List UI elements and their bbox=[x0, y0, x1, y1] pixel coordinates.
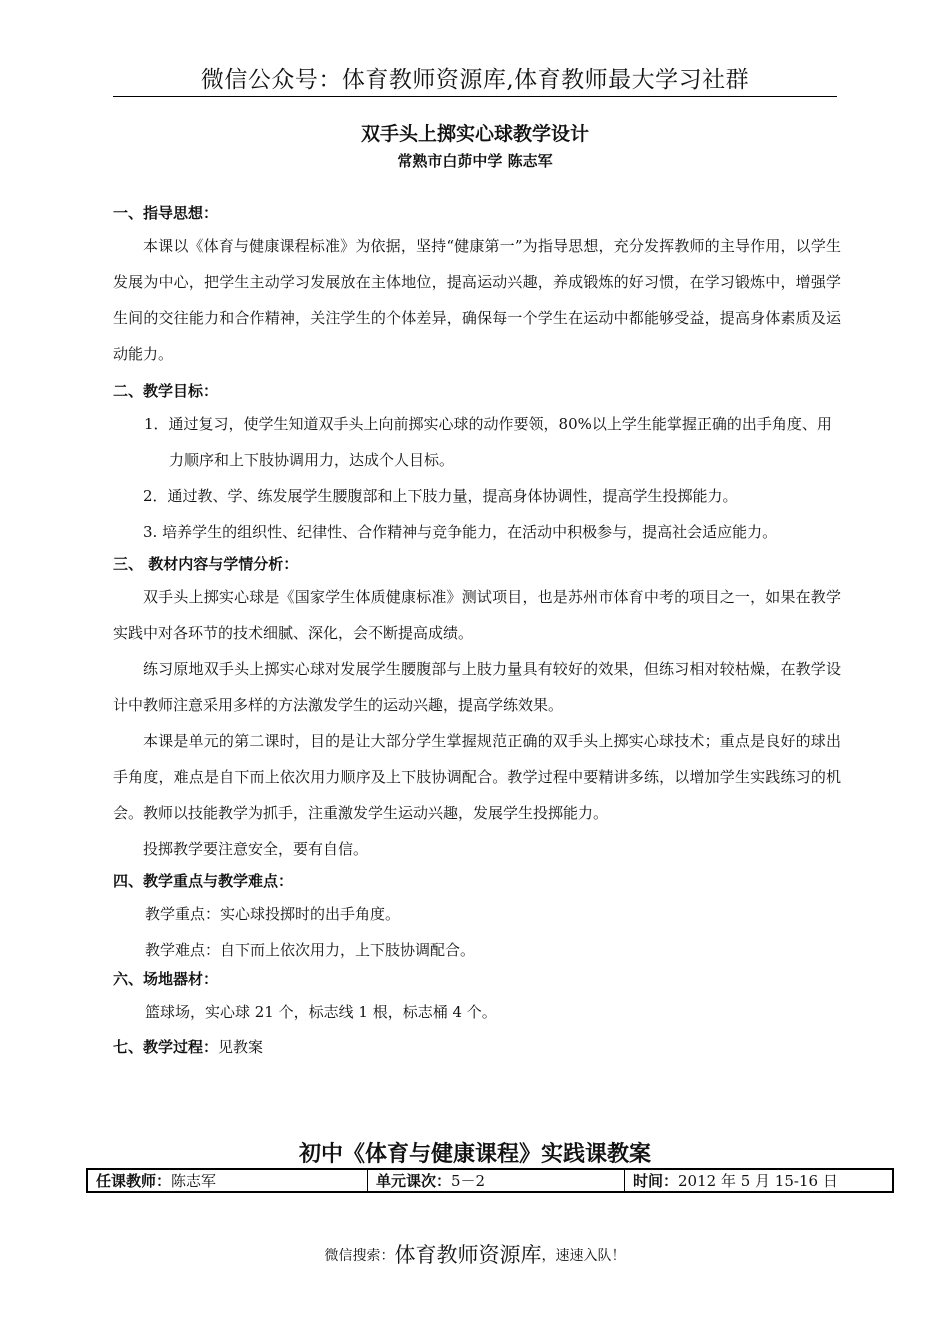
objective-item: 3. 培养学生的组织性、纪律性、合作精神与竞争能力，在活动中积极参与，提高社会适应能力。 bbox=[143, 523, 778, 541]
header-divider bbox=[113, 96, 837, 97]
document-title: 双手头上掷实心球教学设计 bbox=[360, 123, 589, 145]
objective-item: 2．通过教、学、练发展学生腰腹部和上下肢力量，提高身体协调性，提高学生投掷能力。 bbox=[143, 487, 738, 505]
section-heading: 七、教学过程： bbox=[113, 1038, 219, 1056]
unit-value: 5－2 bbox=[451, 1172, 486, 1190]
section-teaching-objectives bbox=[113, 380, 841, 550]
lesson-plan-title: 初中《体育与健康课程》实践课教案 bbox=[298, 1141, 651, 1167]
footer-prefix: 微信搜索： bbox=[324, 1248, 395, 1264]
teacher-cell bbox=[88, 1170, 367, 1191]
unit-cell bbox=[367, 1170, 624, 1191]
section-heading: 一、指导思想： bbox=[113, 204, 219, 222]
lesson-info-table bbox=[86, 1168, 894, 1193]
section-content-analysis bbox=[113, 553, 841, 867]
section-heading: 三、 教材内容与学情分析： bbox=[113, 555, 299, 573]
section-paragraph: 练习原地双手头上掷实心球对发展学生腰腹部与上肢力量具有较好的效果，但练习相对较枯燥，在教学设计中教师注意采用多样的方法激发学生的运动兴趣，提高学练效果。 bbox=[113, 660, 841, 714]
document-author: 常熟市白茆中学 陈志军 bbox=[397, 152, 553, 170]
section-heading: 四、教学重点与教学难点： bbox=[113, 872, 294, 890]
section-teaching-process bbox=[113, 1036, 841, 1058]
section-heading: 六、场地器材： bbox=[113, 970, 219, 988]
header-banner: 微信公众号：体育教师资源库,体育教师最大学习社群 bbox=[200, 67, 750, 93]
teacher-label: 任课教师： bbox=[96, 1172, 172, 1190]
section-equipment bbox=[113, 968, 841, 1030]
difficulty-point: 教学难点：自下而上依次用力，上下肢协调配合。 bbox=[145, 941, 476, 959]
section-paragraph: 本课是单元的第二课时，目的是让大部分学生掌握规范正确的双手头上掷实心球技术；重点是良好的球出手角度，难点是自下而上依次用力顺序及上下肢协调配合。教学过程中要精讲多练，以增加学生实践练习的机会。教师以技能教学为抓手，注重激发学生运动兴趣，发展学生投掷能力。 bbox=[113, 732, 841, 822]
objective-item: 1．通过复习，使学生知道双手头上向前掷实心球的动作要领，80%以上学生能掌握正确的出手角度、用力顺序和上下肢协调用力，达成个人目标。 bbox=[144, 415, 832, 469]
time-cell bbox=[624, 1170, 892, 1191]
section-heading: 二、教学目标： bbox=[113, 382, 219, 400]
footer-suffix: ，速速入队！ bbox=[541, 1248, 626, 1264]
time-value: 2012 年 5 月 15-16 日 bbox=[678, 1172, 838, 1190]
time-label: 时间： bbox=[633, 1172, 679, 1190]
footer-promo bbox=[0, 1240, 950, 1271]
section-key-difficulty bbox=[113, 870, 841, 968]
section-paragraph: 本课以《体育与健康课程标准》为依据，坚持“健康第一”为指导思想，充分发挥教师的主导作用，以学生发展为中心，把学生主动学习发展放在主体地位，提高运动兴趣，养成锻炼的好习惯，在学习锻炼中，增强学生间的交往能力和合作精神，关注学生的个体差异，确保每一个学生在运动中都能够受益，提高身体素质及运动能力。 bbox=[113, 237, 841, 363]
key-point: 教学重点：实心球投掷时的出手角度。 bbox=[145, 905, 401, 923]
footer-highlight: 体育教师资源库 bbox=[394, 1243, 542, 1267]
process-reference: 见教案 bbox=[218, 1038, 264, 1056]
teacher-value: 陈志军 bbox=[171, 1172, 217, 1190]
unit-label: 单元课次： bbox=[376, 1172, 452, 1190]
section-guiding-ideology bbox=[113, 202, 841, 372]
section-paragraph: 双手头上掷实心球是《国家学生体质健康标准》测试项目，也是苏州市体育中考的项目之一，如果在教学实践中对各环节的技术细腻、深化，会不断提高成绩。 bbox=[113, 588, 841, 642]
section-paragraph: 投掷教学要注意安全，要有自信。 bbox=[143, 840, 369, 858]
equipment-list: 篮球场，实心球 21 个，标志线 1 根，标志桶 4 个。 bbox=[145, 1003, 497, 1021]
